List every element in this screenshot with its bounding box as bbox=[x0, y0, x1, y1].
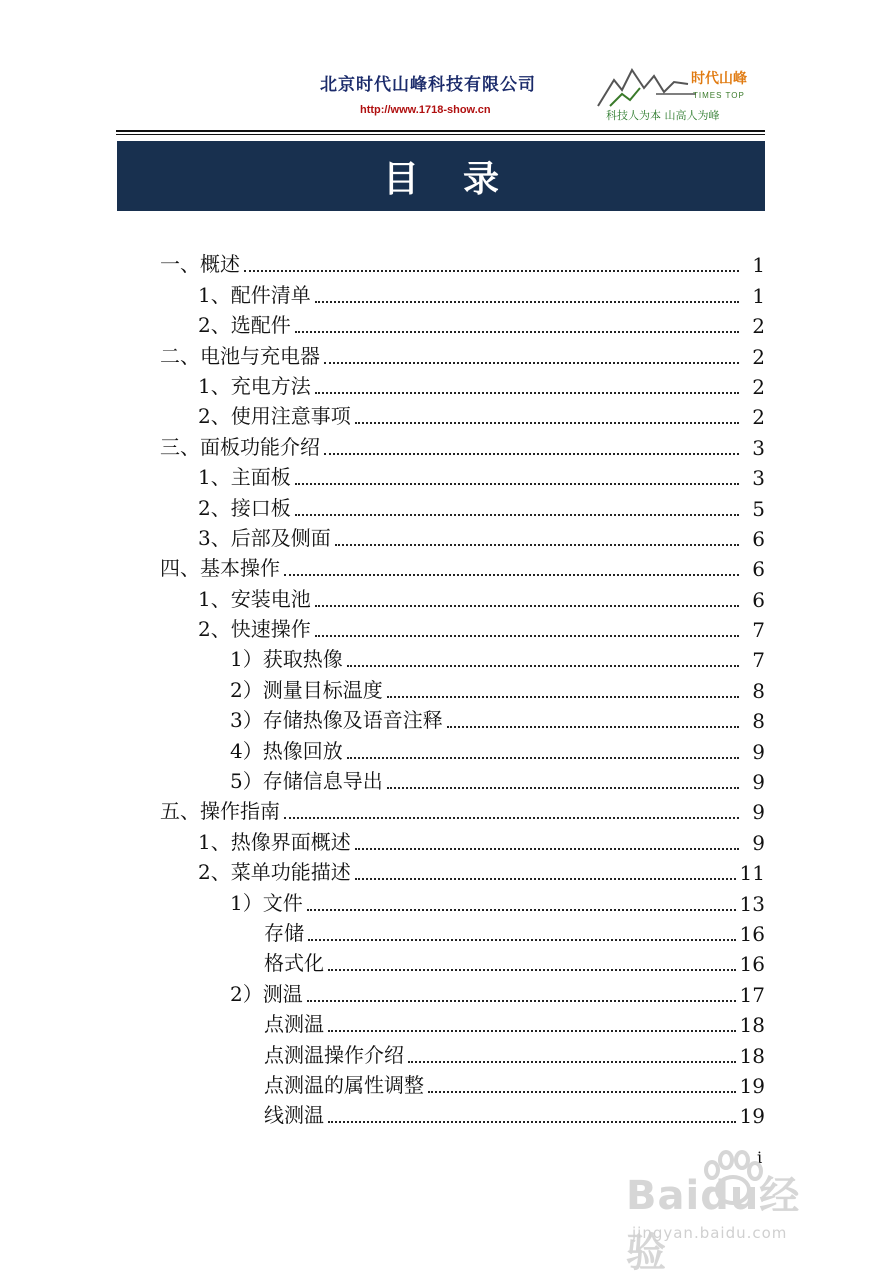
toc-entry-label: 存储 bbox=[264, 920, 304, 945]
toc-leader-dots bbox=[295, 331, 739, 333]
toc-leader-dots bbox=[447, 726, 739, 728]
page-title: 目录 bbox=[382, 158, 543, 200]
toc-entry-page: 2 bbox=[752, 344, 765, 369]
toc-entry[interactable] bbox=[160, 551, 765, 581]
toc-entry-page: 16 bbox=[739, 952, 765, 977]
header-rule-thick bbox=[116, 130, 765, 132]
toc-entry-label: 2、选配件 bbox=[198, 313, 291, 338]
toc-entry-label: 二、电池与充电器 bbox=[160, 343, 320, 368]
toc-leader-dots bbox=[295, 483, 739, 485]
toc-leader-dots bbox=[347, 757, 739, 759]
toc-entry[interactable] bbox=[160, 764, 765, 794]
toc-leader-dots bbox=[324, 362, 739, 364]
toc-entry-label: 5）存储信息导出 bbox=[230, 769, 383, 794]
toc-entry[interactable] bbox=[160, 946, 765, 976]
toc-entry[interactable] bbox=[160, 794, 765, 824]
watermark-url: jingyan.baidu.com bbox=[632, 1224, 788, 1242]
toc-entry[interactable] bbox=[160, 824, 765, 854]
watermark-brand: Baidu经验 bbox=[626, 1173, 801, 1276]
toc-entry[interactable] bbox=[160, 581, 765, 611]
toc-entry-label: 点测温的属性调整 bbox=[264, 1072, 424, 1097]
toc-entry[interactable] bbox=[160, 1098, 765, 1128]
toc-entry[interactable] bbox=[160, 855, 765, 885]
toc-entry-page: 11 bbox=[739, 861, 765, 886]
toc-entry-label: 点测温操作介绍 bbox=[264, 1042, 404, 1067]
watermark bbox=[618, 1148, 828, 1276]
toc-entry-page: 18 bbox=[739, 1013, 765, 1038]
toc-entry[interactable] bbox=[160, 885, 765, 915]
toc-entry[interactable] bbox=[160, 1037, 765, 1067]
toc-entry-page: 17 bbox=[739, 982, 765, 1007]
toc-entry-label: 1、充电方法 bbox=[198, 373, 311, 398]
toc-entry-label: 1）获取热像 bbox=[230, 647, 343, 672]
toc-entry[interactable] bbox=[160, 460, 765, 490]
toc-entry-page: 1 bbox=[752, 253, 765, 278]
toc-entry-label: 4）热像回放 bbox=[230, 738, 343, 763]
toc-leader-dots bbox=[328, 969, 736, 971]
toc-entry-label: 1、热像界面概述 bbox=[198, 829, 351, 854]
toc-entry[interactable] bbox=[160, 642, 765, 672]
toc-entry-label: 1、配件清单 bbox=[198, 282, 311, 307]
toc-entry-label: 2）测量目标温度 bbox=[230, 677, 383, 702]
toc-leader-dots bbox=[428, 1091, 736, 1093]
company-logo bbox=[596, 64, 776, 126]
toc-entry-page: 8 bbox=[752, 678, 765, 703]
toc-entry-page: 9 bbox=[752, 739, 765, 764]
toc-entry-page: 6 bbox=[752, 526, 765, 551]
company-name: 北京时代山峰科技有限公司 bbox=[320, 75, 536, 95]
toc-entry-label: 五、操作指南 bbox=[160, 799, 280, 824]
toc-entry-page: 18 bbox=[739, 1043, 765, 1068]
toc-entry[interactable] bbox=[160, 976, 765, 1006]
toc-entry[interactable] bbox=[160, 247, 765, 277]
toc-entry-page: 2 bbox=[752, 314, 765, 339]
toc-leader-dots bbox=[244, 270, 739, 272]
toc-leader-dots bbox=[387, 787, 739, 789]
toc-leader-dots bbox=[284, 574, 739, 576]
toc-entry[interactable] bbox=[160, 703, 765, 733]
toc-entry-page: 2 bbox=[752, 374, 765, 399]
toc-entry-label: 线测温 bbox=[264, 1103, 324, 1128]
toc-leader-dots bbox=[328, 1030, 736, 1032]
toc-leader-dots bbox=[307, 909, 736, 911]
toc-leader-dots bbox=[308, 939, 736, 941]
toc-entry[interactable] bbox=[160, 490, 765, 520]
toc-leader-dots bbox=[355, 878, 736, 880]
logo-chinese-text: 时代山峰 bbox=[691, 71, 747, 87]
toc-leader-dots bbox=[335, 544, 739, 546]
toc-leader-dots bbox=[328, 1121, 736, 1123]
toc-entry-label: 2）测温 bbox=[230, 981, 303, 1006]
toc-entry-page: 9 bbox=[752, 770, 765, 795]
toc-leader-dots bbox=[355, 848, 739, 850]
toc-entry-label: 2、使用注意事项 bbox=[198, 404, 351, 429]
toc-entry[interactable] bbox=[160, 672, 765, 702]
toc-entry-page: 2 bbox=[752, 405, 765, 430]
title-banner bbox=[117, 141, 765, 211]
mountain-logo-icon bbox=[596, 64, 696, 108]
toc-entry[interactable] bbox=[160, 308, 765, 338]
toc-leader-dots bbox=[284, 817, 739, 819]
toc-entry-page: 6 bbox=[752, 587, 765, 612]
toc-entry-label: 格式化 bbox=[264, 951, 324, 976]
toc-leader-dots bbox=[408, 1061, 736, 1063]
toc-entry-page: 9 bbox=[752, 800, 765, 825]
toc-leader-dots bbox=[307, 1000, 736, 1002]
logo-english-text: TIMES TOP bbox=[693, 91, 745, 100]
toc-entry-label: 1、主面板 bbox=[198, 465, 291, 490]
toc-entry[interactable] bbox=[160, 733, 765, 763]
toc-entry[interactable] bbox=[160, 429, 765, 459]
toc-leader-dots bbox=[315, 605, 739, 607]
toc-entry[interactable] bbox=[160, 1007, 765, 1037]
toc-entry[interactable] bbox=[160, 399, 765, 429]
toc-entry-page: 8 bbox=[752, 709, 765, 734]
toc-entry-label: 2、菜单功能描述 bbox=[198, 860, 351, 885]
toc-entry-label: 一、概述 bbox=[160, 252, 240, 277]
toc-leader-dots bbox=[355, 422, 739, 424]
toc-entry[interactable] bbox=[160, 369, 765, 399]
toc-entry-page: 3 bbox=[752, 435, 765, 460]
toc-entry-page: 13 bbox=[739, 891, 765, 916]
toc-entry-label: 2、接口板 bbox=[198, 495, 291, 520]
toc-entry-page: 5 bbox=[752, 496, 765, 521]
toc-entry-label: 三、面板功能介绍 bbox=[160, 434, 320, 459]
header-rule-thin bbox=[116, 134, 765, 135]
toc-entry-label: 3）存储热像及语音注释 bbox=[230, 708, 443, 733]
toc-leader-dots bbox=[315, 392, 739, 394]
toc-entry-label: 2、快速操作 bbox=[198, 617, 311, 642]
toc-entry-label: 1、安装电池 bbox=[198, 586, 311, 611]
toc-entry-page: 9 bbox=[752, 830, 765, 855]
toc-leader-dots bbox=[315, 301, 739, 303]
toc-leader-dots bbox=[324, 453, 739, 455]
toc-entry[interactable] bbox=[160, 338, 765, 368]
logo-slogan: 科技人为本 山高人为峰 bbox=[606, 109, 720, 122]
toc-entry[interactable] bbox=[160, 612, 765, 642]
page-header bbox=[0, 0, 881, 135]
toc-entry-label: 1）文件 bbox=[230, 890, 303, 915]
toc-entry-label: 点测温 bbox=[264, 1012, 324, 1037]
toc-leader-dots bbox=[347, 665, 739, 667]
toc-entry-page: 1 bbox=[752, 283, 765, 308]
toc-entry-page: 3 bbox=[752, 466, 765, 491]
page-number: i bbox=[757, 1148, 763, 1167]
company-url[interactable]: http://www.1718-show.cn bbox=[360, 104, 491, 116]
toc-leader-dots bbox=[295, 514, 739, 516]
toc-entry-page: 7 bbox=[752, 618, 765, 643]
toc-entry-label: 3、后部及侧面 bbox=[198, 525, 331, 550]
toc-leader-dots bbox=[387, 696, 739, 698]
toc-entry[interactable] bbox=[160, 916, 765, 946]
toc-entry[interactable] bbox=[160, 521, 765, 551]
toc-entry[interactable] bbox=[160, 277, 765, 307]
toc-entry-page: 19 bbox=[739, 1104, 765, 1129]
toc-entry-page: 19 bbox=[739, 1073, 765, 1098]
toc-entry-page: 7 bbox=[752, 648, 765, 673]
toc-entry-label: 四、基本操作 bbox=[160, 556, 280, 581]
toc-entry[interactable] bbox=[160, 1068, 765, 1098]
table-of-contents bbox=[160, 247, 765, 1128]
toc-leader-dots bbox=[315, 635, 739, 637]
toc-entry-page: 16 bbox=[739, 921, 765, 946]
toc-entry-page: 6 bbox=[752, 557, 765, 582]
